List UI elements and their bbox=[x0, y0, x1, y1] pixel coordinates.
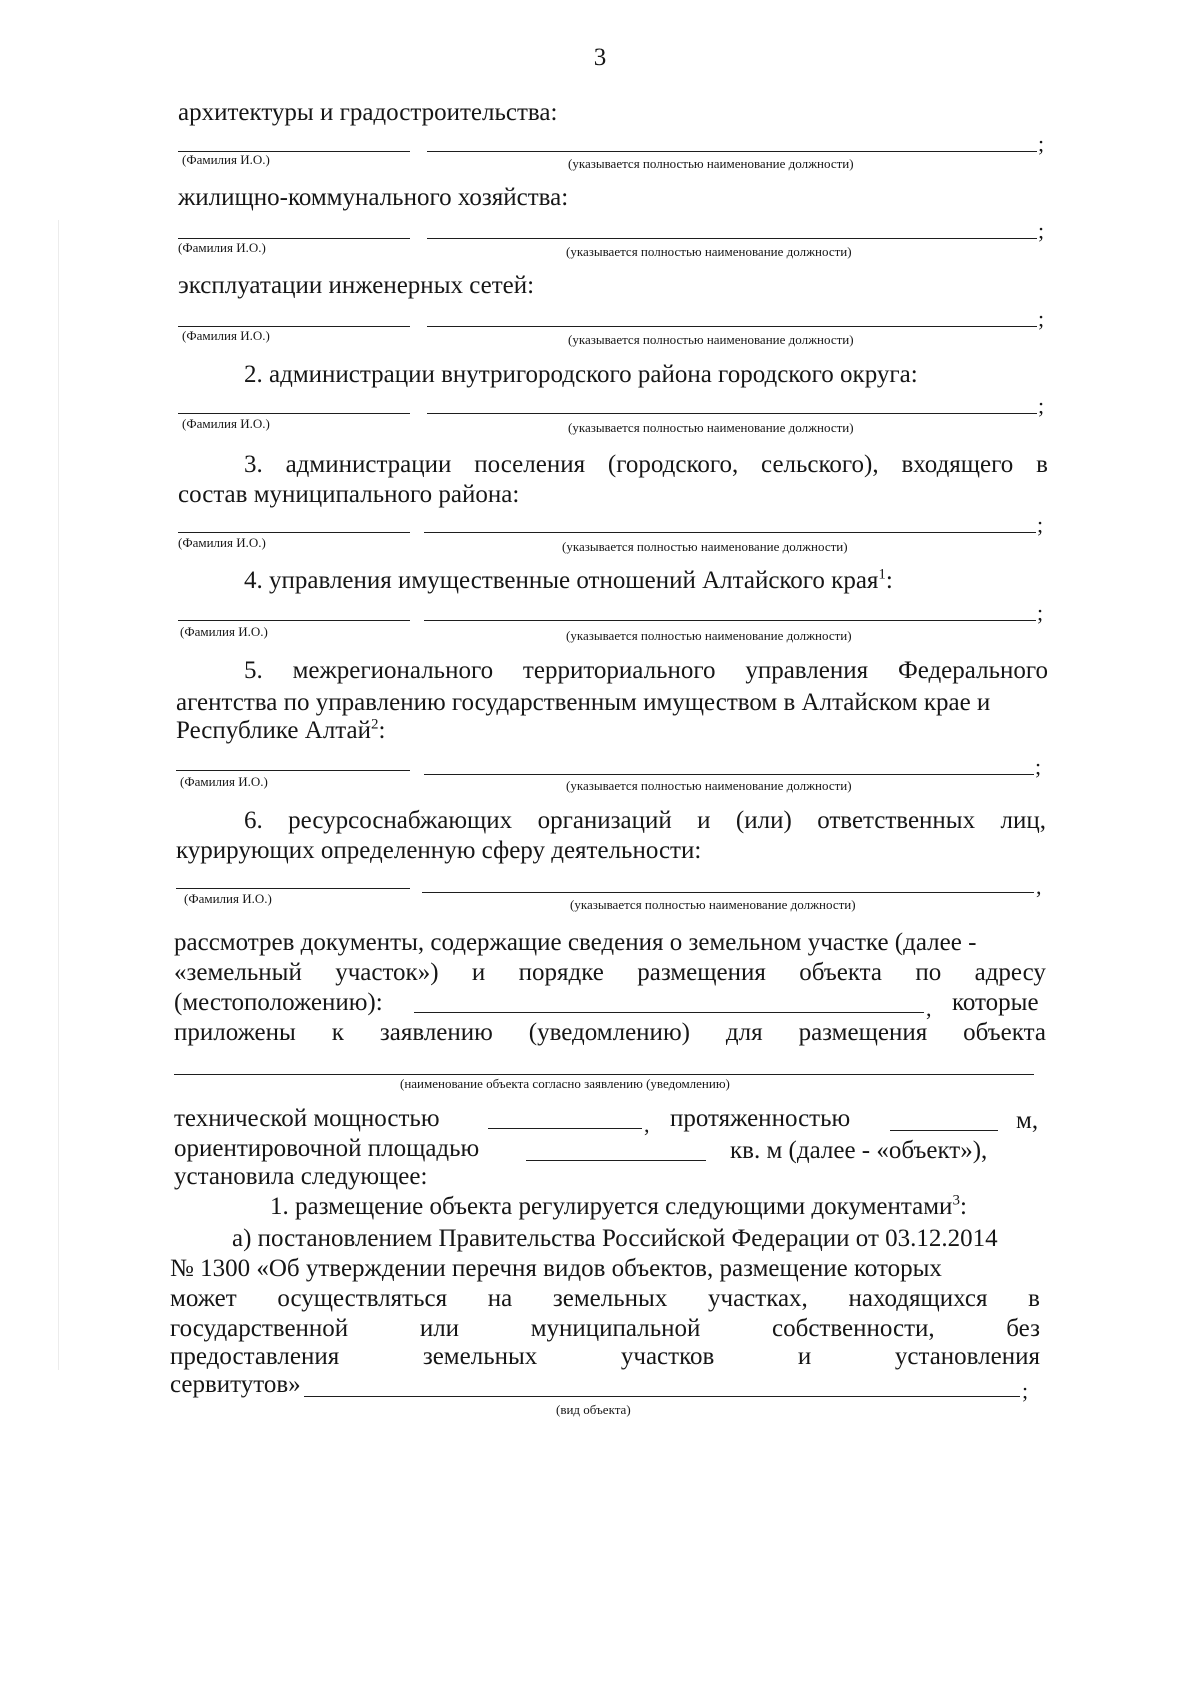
word: в bbox=[1036, 451, 1048, 478]
word: сельского), bbox=[761, 451, 879, 478]
word: или bbox=[419, 1315, 460, 1342]
page-number: 3 bbox=[593, 44, 607, 71]
para-considered-line1: рассмотрев документы, содержащие сведения о земельном участке (далее - bbox=[174, 929, 977, 956]
name-blank-line bbox=[178, 326, 410, 327]
area-blank-line bbox=[526, 1160, 706, 1161]
position-blank-line bbox=[427, 413, 1037, 414]
semicolon: ; bbox=[1037, 512, 1044, 537]
word: (городского, bbox=[607, 451, 739, 478]
name-blank-line bbox=[178, 620, 410, 621]
word: Федерального bbox=[897, 657, 1048, 684]
word: администрации bbox=[285, 451, 452, 478]
word: земельных bbox=[422, 1343, 538, 1370]
item-a-line5 bbox=[170, 1342, 1040, 1372]
heading-colon: : bbox=[378, 717, 386, 744]
word: (уведомлению) bbox=[528, 1019, 690, 1046]
name-caption: (Фамилия И.О.) bbox=[178, 240, 266, 255]
word: и bbox=[471, 959, 486, 986]
position-blank-line bbox=[427, 151, 1037, 152]
semicolon: ; bbox=[1037, 600, 1044, 625]
name-blank-line bbox=[176, 770, 410, 771]
semicolon: ; bbox=[1038, 306, 1045, 331]
item-a-servitudes: сервитутов» bbox=[170, 1371, 301, 1398]
object-name-blank-line bbox=[174, 1074, 1034, 1075]
word: приложены bbox=[174, 1019, 296, 1046]
word: к bbox=[331, 1019, 344, 1046]
length-blank-line bbox=[890, 1130, 998, 1131]
heading-colon: : bbox=[885, 567, 893, 594]
position-caption: (указывается полностью наименование должности) bbox=[568, 156, 854, 171]
item-a-line1: а) постановлением Правительства Российской Федерации от 03.12.2014 bbox=[232, 1225, 998, 1252]
name-blank-line bbox=[178, 238, 410, 239]
word: 6. bbox=[244, 807, 263, 834]
word: на bbox=[487, 1285, 513, 1312]
heading-text: 4. управления имущественные отношений Алтайского края bbox=[244, 567, 879, 594]
word: адресу bbox=[974, 959, 1046, 986]
para-considered-line4 bbox=[174, 1018, 1046, 1048]
word: участках, bbox=[708, 1285, 808, 1312]
word: «земельный bbox=[174, 959, 302, 986]
area-unit-note: кв. м (далее - «объект»), bbox=[730, 1137, 988, 1164]
position-blank-line bbox=[427, 238, 1037, 239]
name-caption: (Фамилия И.О.) bbox=[180, 624, 268, 639]
word: и bbox=[697, 807, 711, 834]
section-heading-continuation: состав муниципального района: bbox=[178, 481, 520, 508]
footnote-ref-2: 2 bbox=[371, 716, 379, 733]
word: собственности, bbox=[772, 1315, 935, 1342]
item-text: 1. размещение объекта регулируется следующими документами bbox=[270, 1193, 953, 1220]
object-name-caption: (наименование объекта согласно заявлению (уведомлению) bbox=[400, 1076, 730, 1091]
semicolon: ; bbox=[1038, 218, 1045, 243]
word: находящихся bbox=[848, 1285, 988, 1312]
name-caption: (Фамилия И.О.) bbox=[180, 774, 268, 789]
position-caption: (указывается полностью наименование должности) bbox=[562, 539, 848, 554]
technical-capacity-label: технической мощностью bbox=[174, 1105, 440, 1132]
position-blank-line bbox=[427, 326, 1037, 327]
word: 5. bbox=[244, 657, 263, 684]
word: муниципальной bbox=[530, 1315, 701, 1342]
word: и bbox=[797, 1343, 812, 1370]
position-caption: (указывается полностью наименование должности) bbox=[568, 332, 854, 347]
word: объекта bbox=[799, 959, 882, 986]
comma: , bbox=[1036, 874, 1042, 899]
section-heading-housing: жилищно-коммунального хозяйства: bbox=[178, 184, 569, 211]
word: по bbox=[915, 959, 942, 986]
section-heading-resource-suppliers bbox=[244, 806, 1046, 836]
item-1-regulating-documents bbox=[270, 1192, 967, 1222]
word: размещения bbox=[798, 1019, 928, 1046]
comma: , bbox=[926, 996, 932, 1021]
word: предоставления bbox=[170, 1343, 340, 1370]
location-blank-line bbox=[414, 1012, 924, 1013]
para-considered-line2 bbox=[174, 958, 1046, 988]
name-caption: (Фамилия И.О.) bbox=[184, 891, 272, 906]
position-caption: (указывается полностью наименование должности) bbox=[568, 420, 854, 435]
word: межрегионального bbox=[292, 657, 494, 684]
word: (или) bbox=[735, 807, 792, 834]
name-caption: (Фамилия И.О.) bbox=[182, 152, 270, 167]
word: порядке bbox=[518, 959, 604, 986]
name-blank-line bbox=[178, 413, 410, 414]
length-label: протяженностью bbox=[670, 1105, 851, 1132]
area-label: ориентировочной площадью bbox=[174, 1135, 480, 1162]
section-heading-district-admin: 2. администрации внутригородского района городского округа: bbox=[244, 361, 918, 388]
heading-text: Республике Алтай bbox=[176, 717, 371, 744]
position-blank-line bbox=[424, 620, 1036, 621]
section-heading-continuation: курирующих определенную сферу деятельности: bbox=[176, 837, 702, 864]
section-heading-architecture: архитектуры и градостроительства: bbox=[178, 99, 558, 126]
word: осуществляться bbox=[277, 1285, 448, 1312]
semicolon: ; bbox=[1038, 131, 1045, 156]
word: ресурсоснабжающих bbox=[288, 807, 513, 834]
established-following: установила следующее: bbox=[174, 1163, 428, 1190]
name-caption: (Фамилия И.О.) bbox=[178, 535, 266, 550]
word: без bbox=[1006, 1315, 1040, 1342]
semicolon: ; bbox=[1038, 393, 1045, 418]
name-caption: (Фамилия И.О.) bbox=[182, 416, 270, 431]
object-kind-caption: (вид объекта) bbox=[556, 1402, 631, 1417]
position-blank-line bbox=[424, 532, 1036, 533]
semicolon: ; bbox=[1022, 1378, 1029, 1403]
name-caption: (Фамилия И.О.) bbox=[182, 328, 270, 343]
word: территориального bbox=[522, 657, 716, 684]
section-heading-line2: агентства по управлению государственным имуществом в Алтайском крае и bbox=[176, 689, 991, 716]
section-heading-line3 bbox=[176, 716, 385, 746]
footnote-ref-1: 1 bbox=[878, 566, 886, 583]
name-blank-line bbox=[178, 532, 410, 533]
word: земельных bbox=[552, 1285, 668, 1312]
name-blank-line bbox=[176, 888, 410, 889]
word: участков bbox=[620, 1343, 715, 1370]
word: в bbox=[1028, 1285, 1040, 1312]
word: установления bbox=[894, 1343, 1040, 1370]
capacity-blank-line bbox=[488, 1128, 642, 1129]
meter-unit: м, bbox=[1016, 1107, 1039, 1134]
position-caption: (указывается полностью наименование должности) bbox=[566, 628, 852, 643]
word: может bbox=[170, 1285, 237, 1312]
word: лиц, bbox=[1000, 807, 1046, 834]
word: поселения bbox=[474, 451, 586, 478]
word: участок») bbox=[335, 959, 439, 986]
word: 3. bbox=[244, 451, 263, 478]
section-heading-federal-agency bbox=[244, 656, 1048, 686]
word: объекта bbox=[963, 1019, 1046, 1046]
word: заявлению bbox=[379, 1019, 493, 1046]
section-heading-networks: эксплуатации инженерных сетей: bbox=[178, 272, 535, 299]
item-colon: : bbox=[959, 1193, 967, 1220]
word: для bbox=[725, 1019, 763, 1046]
word: управления bbox=[745, 657, 869, 684]
word: входящего bbox=[901, 451, 1014, 478]
position-blank-line bbox=[422, 892, 1034, 893]
word: организаций bbox=[537, 807, 672, 834]
word: ответственных bbox=[817, 807, 976, 834]
section-heading-property-relations bbox=[244, 566, 893, 596]
footnote-ref-3: 3 bbox=[952, 1192, 960, 1209]
item-a-line2: № 1300 «Об утверждении перечня видов объектов, размещение которых bbox=[170, 1255, 942, 1282]
section-heading-settlement-admin bbox=[244, 450, 1048, 480]
position-blank-line bbox=[424, 774, 1034, 775]
semicolon: ; bbox=[1035, 754, 1042, 779]
item-a-line3 bbox=[170, 1284, 1040, 1314]
para-which-word: которые bbox=[952, 989, 1039, 1016]
object-kind-blank-line bbox=[304, 1396, 1020, 1397]
word: размещения bbox=[637, 959, 766, 986]
scan-margin-mark bbox=[58, 220, 59, 1370]
position-caption: (указывается полностью наименование должности) bbox=[566, 778, 852, 793]
word: государственной bbox=[170, 1315, 349, 1342]
item-a-line4 bbox=[170, 1314, 1040, 1344]
comma: , bbox=[644, 1112, 650, 1137]
position-caption: (указывается полностью наименование должности) bbox=[570, 897, 856, 912]
position-caption: (указывается полностью наименование должности) bbox=[566, 244, 852, 259]
para-location-label: (местоположению): bbox=[174, 989, 383, 1016]
